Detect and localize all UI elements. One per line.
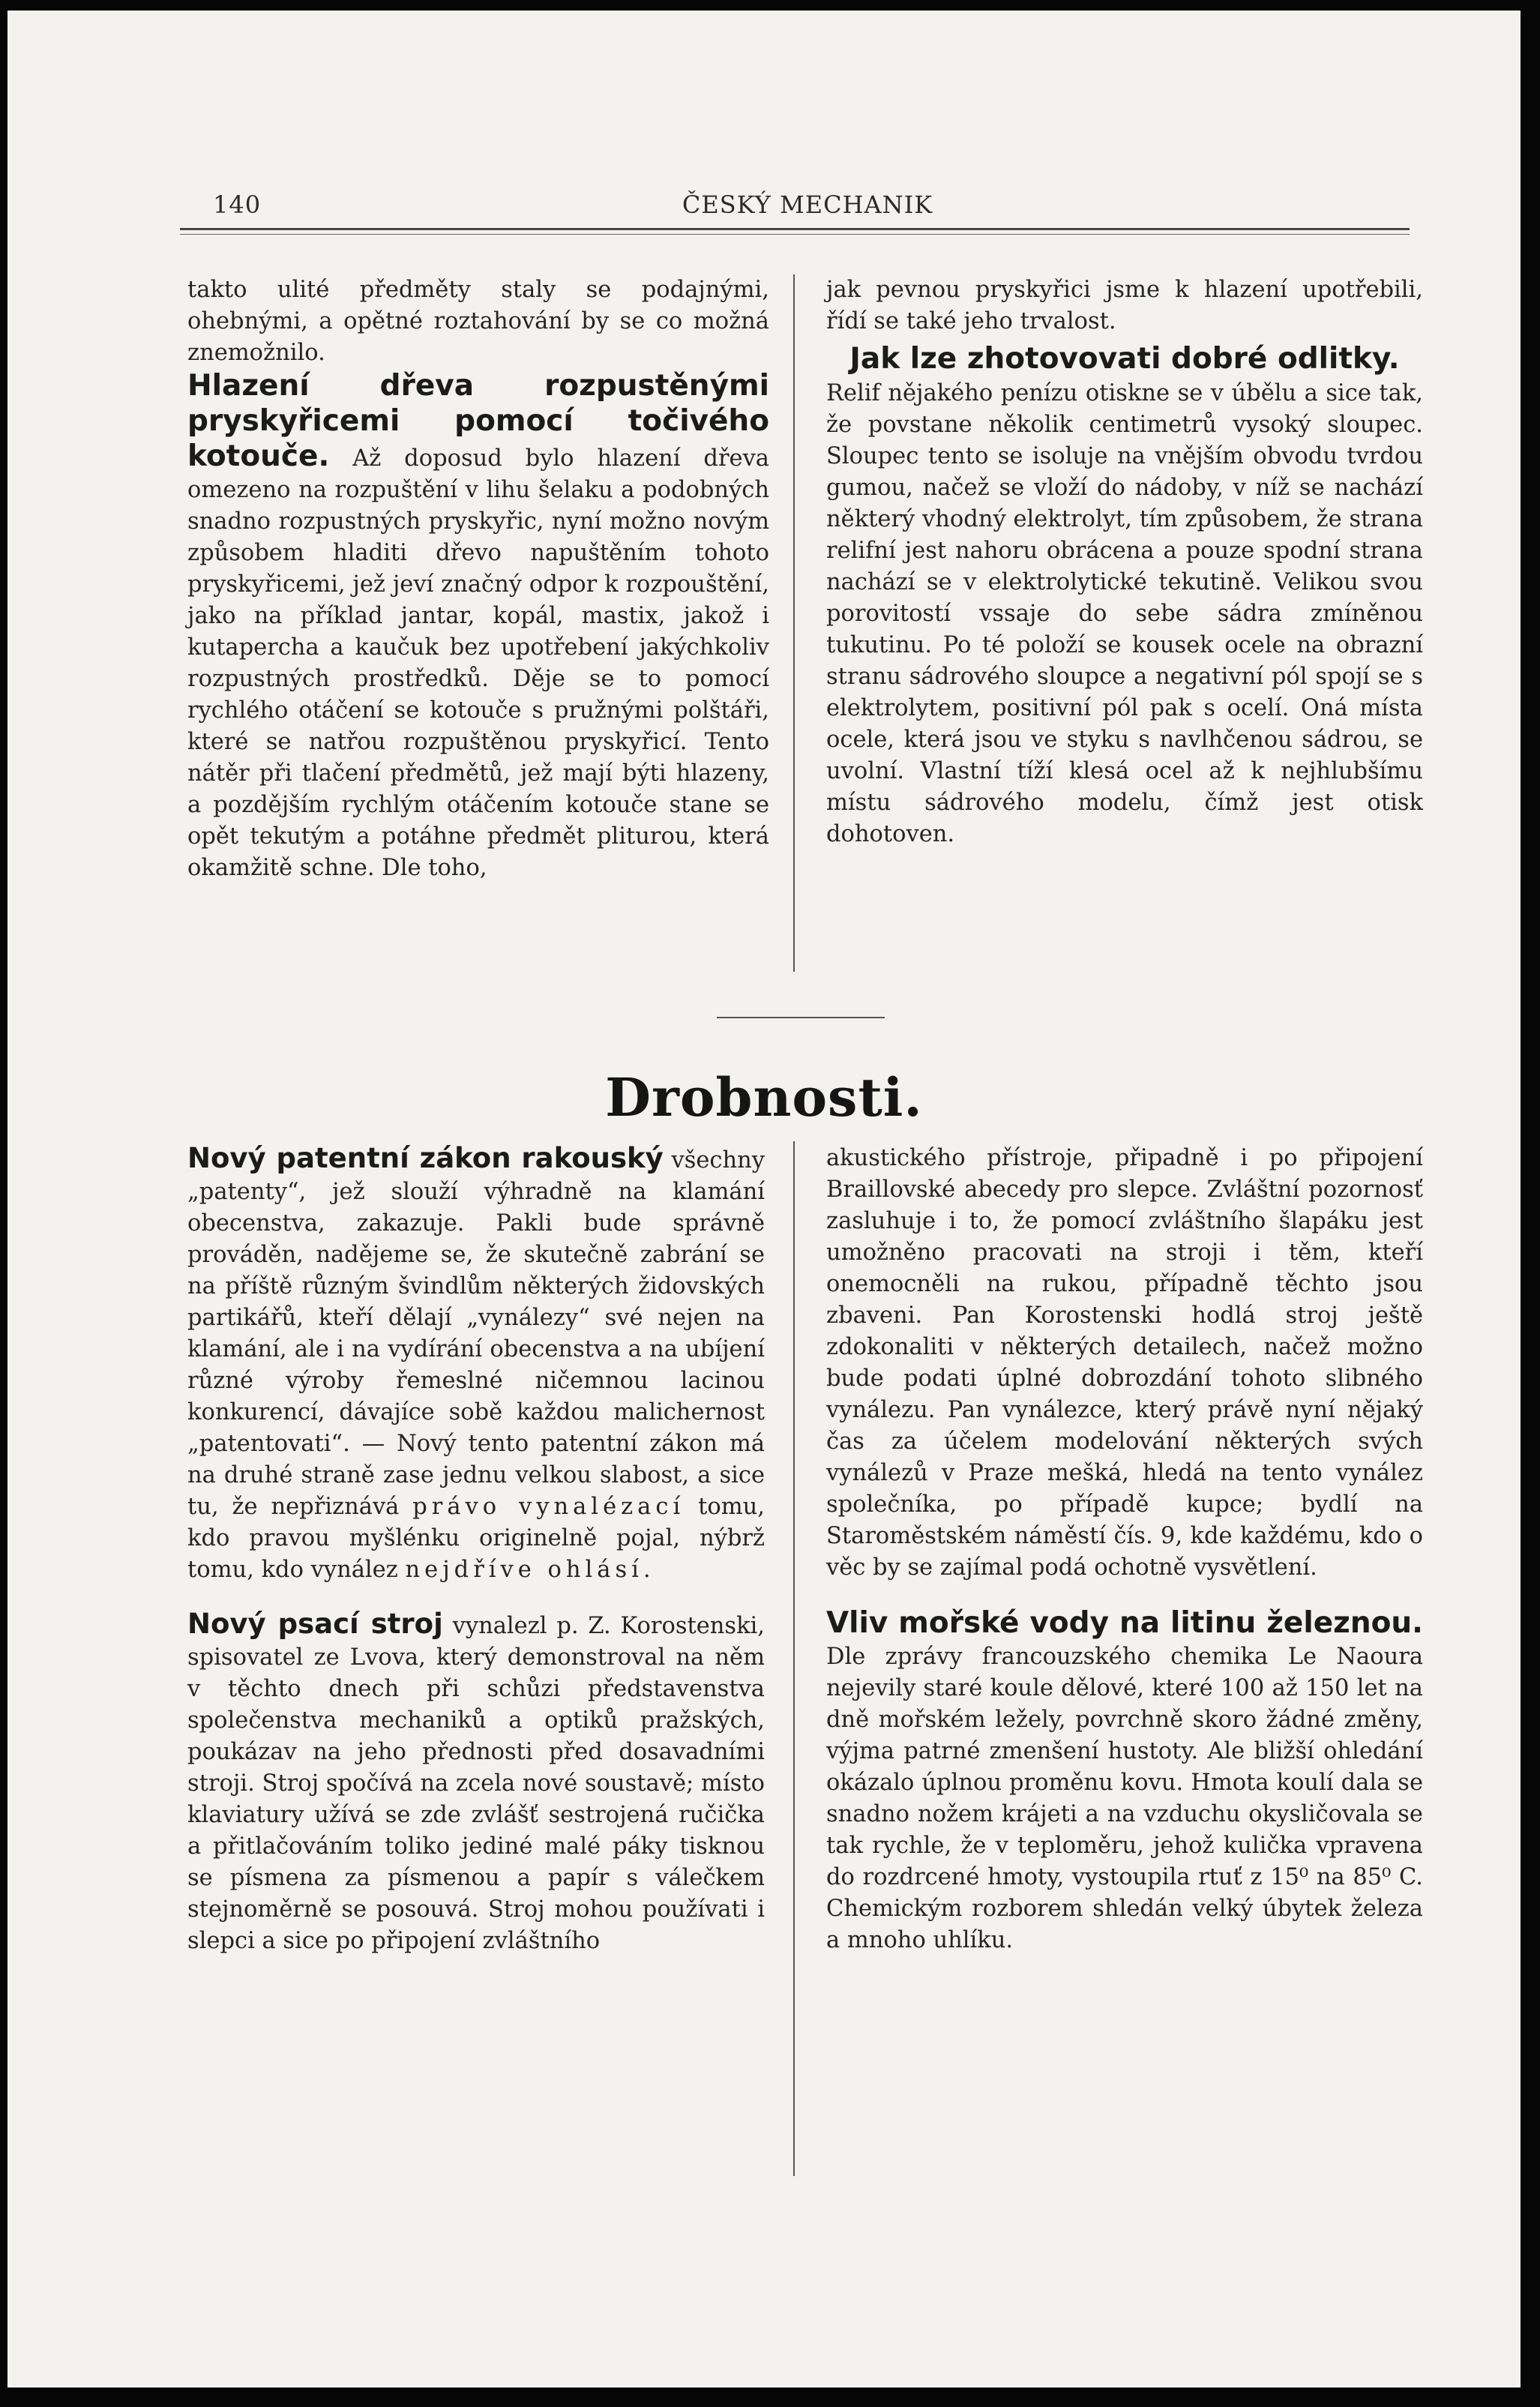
page — [7, 10, 1521, 2388]
body-sea-water: Dle zprávy francouzského chemika Le Naoura nejevily staré koule dělové, které 100 až 150 let na dně mořském ležely, povrchně skoro žádné změny, výjma patrné zmenšení hustoty. Ale bližší ohledání okázalo úplnou proměnu kovu. Hmota koulí dala se snadno nožem krájeti a na vzduchu okysličovala se tak rychle, že v teploměru, jehož kulička vpravena do rozdrcené hmoty, vystoupila rtuť z — [826, 1644, 1423, 1890]
header-rule-thin — [180, 234, 1410, 235]
body-wood-polishing: Až doposud bylo hlazení dřeva omezeno na rozpuštění v lihu šelaku a podobných snadno rozpustných pryskyřic, nyní možno novým způsobem hladiti dřevo napuštěním tohoto pryskyřicemi, jež jeví značný odpor k rozpouštění, jako na příklad jantar, kopál, mastix, jakož i kutapercha a kaučuk bez upotřebení jakýchkoliv rozpustných prostředků. Děje se to pomocí rychlého otáčení se kotouče s pružnými polštáři, které se natřou rozpuštěnou pryskyřicí. Tento nátěr při tlačení předmětů, jež mají býti hlazeny, a pozdějším rychlým otáčením kotouče stane se opět tekutým a potáhne předmět pliturou, která okamžitě schne. Dle toho, — [187, 445, 769, 881]
running-title: ČESKÝ MECHANIK — [682, 190, 933, 219]
heading-wood-polishing: Hlazení dřeva rozpustěnými pryskyřicemi pomocí točivého kotouče. — [187, 369, 769, 473]
word-na: na — [1316, 1864, 1345, 1890]
spaced-phrase-first: nejdříve ohlásí. — [405, 1557, 655, 1583]
column-bottom-left — [187, 1143, 765, 1957]
article-wood-polishing — [187, 369, 769, 884]
heading-castings: Jak lze zhotovovati dobré odlitky. — [849, 342, 1400, 376]
section-title: Drobnosti. — [605, 1066, 923, 1129]
paragraph-gap — [826, 1584, 1423, 1606]
lead-typewriter: Nový psací stroj — [187, 1608, 443, 1640]
temperature-to: 85⁰ C. — [1353, 1864, 1424, 1890]
heading-sea-water: Vliv mořské vody na litinu železnou. — [826, 1606, 1423, 1640]
body-castings: Relif nějakého penízu otiskne se v úbělu a sice tak, že povstane několik centimetrů vysoký sloupec. Sloupec tento se isoluje na vnějším obvodu tvrdou gumou, načež se vloží do nádoby, v níž se nachází některý vhodný elektrolyt, tím způsobem, že strana relifní jest nahoru obrácena a pouze spodní strana nachází se v elektrolytické tekutině. Velikou svou porovitostí vssaje do sebe sádra zmíněnou tukutinu. Po té položí se kousek ocele na obrazní stranu sádrového sloupce a negativní pól spojí se s elektrolytem, positivní pól pak s ocelí. Oná místa ocele, která jsou ve styku s navlhčenou sádrou, se uvolní. Vlastní tíží klesá ocel až k nejhlubšímu místu sádrového modelu, čímž jest otisk dohotoven. — [826, 380, 1423, 847]
column-bottom-right — [826, 1143, 1423, 1956]
page-header — [204, 190, 1411, 220]
lead-patent-law: Nový patentní zákon rakouský — [187, 1142, 664, 1174]
paragraph-gap — [187, 1586, 765, 1608]
body-patent-law-middle: tomu, kdo pravou myšlénku originelně pojal, nýbrž tomu, kdo vynález — [187, 1494, 765, 1583]
article-sea-water — [826, 1606, 1423, 1956]
body-typewriter: vynalezl p. Z. Korostenski, spisovatel ze Lvova, který demonstroval na něm v těchto dnech při schůzi představenstva společenstva mechaniků a optiků pražských, poukázav na jeho přednosti před dosavadními stroji. Stroj spočívá na zcela nové soustavě; místo klaviatury užívá se zde zvlášť sestrojená ručička a přitlačováním toliko jediné malé páky tisknou se písmena za písmenou a papír s válečkem stejnoměrně se posouvá. Stroj mohou používati i slepci a sice po připojení zvláštního — [187, 1613, 765, 1954]
paragraph-intro-left: takto ulité předměty staly se podajnými, ohebnými, a opětné roztahování by se co možná znemožnilo. — [187, 277, 769, 366]
spaced-phrase-right: právo vynalézací — [412, 1494, 685, 1520]
body-sea-water-end: Chemickým rozborem shledán velký úbytek železa a mnoho uhlíku. — [826, 1896, 1423, 1953]
body-patent-law: všechny „patenty“, jež slouží výhradně na klamání obecenstva, zakazuje. Pakli bude správně prováděn, nadějeme se, že skutečně zabrání se na příště různým švindlům některých židovských partikářů, kteří dělají „vynálezy“ své nejen na klamání, ale i na vydírání obecenstva a na ubíjení různé výroby řemeslné ničemnou lacinou konkurencí, dávajíce sobě každou malichernost „patentovati“. — Nový tento patentní zákon má na druhé straně zase jednu velkou slabost, a sice tu, že nepřiznává — [187, 1147, 766, 1520]
article-patent-law — [187, 1143, 765, 1586]
body-typewriter-continued: akustického přístroje, připadně i po připojení Braillovské abecedy pro slepce. Zvláštní pozornosť zasluhuje i to, že pomocí zvláštního šlapáku jest umožněno pracovati na stroji i těm, kteří onemocněli na rukou, případně těchto jsou zbaveni. Pan Korostenski hodlá stroj ještě zdokonaliti v některých detailech, načež možno bude podati úplné dobrozdání tohoto slibného vynálezu. Pan vynálezce, který právě nyní nějaký čas za účelem modelování některých svých vynálezů v Praze mešká, hledá na tento vynález společníka, po případě kupce; bydlí na Staroměstském náměstí čís. 9, kde každému, kdo o věc by se zajímal podá ochotně vysvětlení. — [826, 1145, 1423, 1581]
column-top-right — [826, 274, 1423, 850]
column-divider — [793, 274, 795, 972]
header-rule — [180, 228, 1410, 230]
article-typewriter — [187, 1608, 765, 1957]
column-top-left — [187, 274, 769, 884]
section-divider — [717, 1017, 885, 1018]
temperature-from: 15⁰ — [1270, 1864, 1309, 1890]
page-number: 140 — [213, 190, 262, 219]
paragraph-intro-right: jak pevnou pryskyřici jsme k hlazení upotřebili, řídí se také jeho trvalost. — [826, 277, 1423, 334]
column-divider-lower — [793, 1141, 795, 2176]
